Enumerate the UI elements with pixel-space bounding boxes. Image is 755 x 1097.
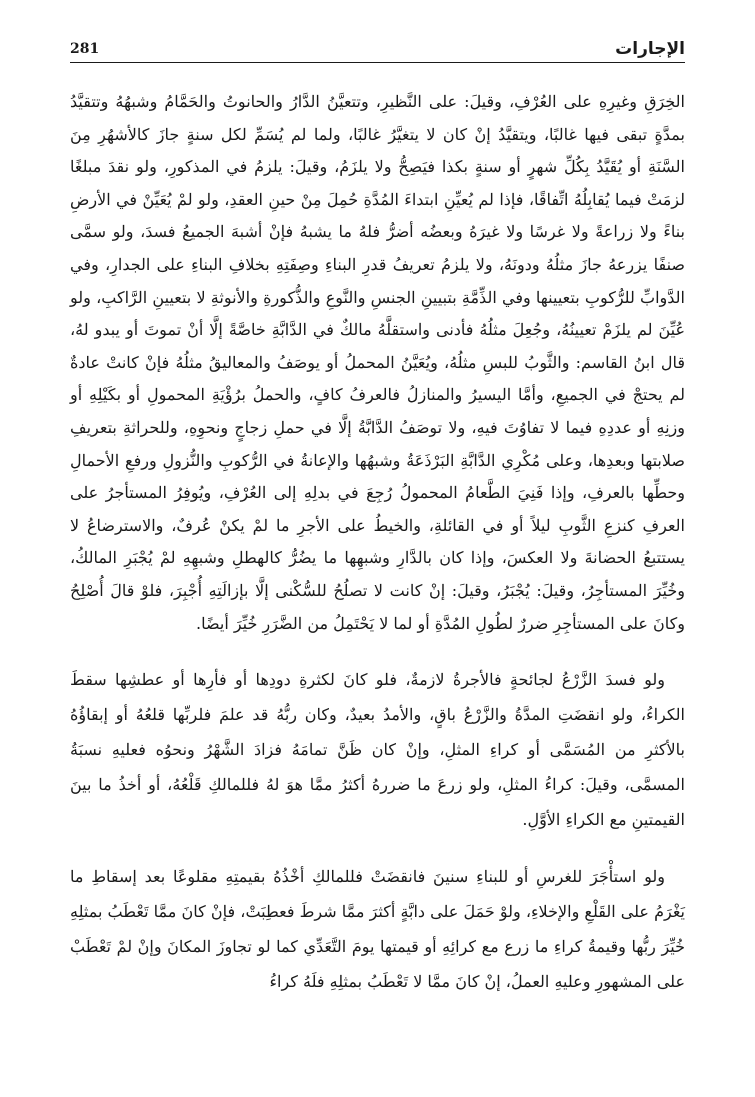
book-page xyxy=(70,34,685,1074)
paragraph-2: ولو فسدَ الزَّرْعُ لجائحةٍ فالأجرةُ لازمةٌ، فلو كانَ لكثرةِ دودِها أو فأرِها أو عطشِها سقطَ الكراءُ، ولو انقضَتِ المدَّةُ والزَّرْعُ باقٍ، والأمدُ بعيدٌ، وكان ربُّهُ قد علمَ فلربِّها قلعُهُ أو إبقاؤُهُ بالأكثرِ من المُسَمَّى أو كراءِ المثلِ، وإنْ كان ظَنَّ تمامَهُ فزادَ الشَّهْرُ ونحوُه فعليهِ نسبَةُ المسمَّى، وقيلَ: كراءُ المثلِ، ولو زرعَ ما ضررهُ أكثرُ ممَّا هوَ لهُ فللمالكِ قَلْعُهُ، أو أخذُ ما بينَ القيمتينِ مع الكراءِ الأوَّلِ. xyxy=(70,670,685,830)
page-header xyxy=(70,34,685,63)
body-text xyxy=(70,86,685,1021)
running-title: الإجارات xyxy=(615,39,685,59)
paragraph-1: الخِرَقِ وغيرِهِ على العُرْفِ، وقيلَ: على النَّظيرِ، وتتعيَّنُ الدَّارُ والحانوتُ والحَمَّامُ وشبهُهُ وتتقيَّدُ بمدَّةٍ تبقى فيها غالبًا، ويتقيَّدُ إنْ كان لا يتغيَّرُ غالبًا، ولما لم يُسَمِّ لكل سنةٍ جازَ كالأشهُرِ مِنَ السَّنَةِ أو يُقَيَّدُ بِكُلِّ شهرٍ أو سنةٍ بكذا فيَصِحُّ ولا يلزَمُ، وقيلَ: يلزمُ في المذكورِ، ولو نقدَ مبلغًا لزمَتْ فيما يُقابِلُهُ اتِّفاقًا، فإذا لم يُعيِّنِ ابتداءَ المُدَّةِ حُمِلَ مِنْ حينِ العقدِ، ولو لمْ يُعَيِّنْ في الأرضِ بناءً ولا زراعةً ولا غرسًا ولا غيرَهُ وبعضُه أضرُّ فلهُ ما يشبهُ فإنْ أشبهَ الجميعُ فسدَ، ولو سمَّى صنفًا يزرعهُ جازَ مثلُهُ ودونَهُ، ولا يلزمُ تعريفُ قدرِ البناءِ وصِفَتِهِ بخلافِ البناءِ على الجدارِ، وفي الدَّوابِّ للرُّكوبِ بتعيينها وفي الذِّمَّةِ بتبيينِ الجنسِ والنَّوعِ والذُّكورةِ والأنوثةِ لا بتعيينِ الرَّاكبِ، ولو عُيِّنَ لم يلزَمْ تعيينُهُ، وجُعِلَ مثلُهُ فأدنى واستقلَّهُ مالكٌ في الدَّابَّةِ خاصَّةً إلَّا أنْ تموتَ أو يبدو لهُ، قال ابنُ القاسم: والثَّوبُ للبسِ مثلُهُ، ويُعَيَّنُ المحملُ أو يوصَفُ والمعاليقُ مثلُهُ فإنْ كانتْ عادةٌ لم يحتجْ في الجميعِ، وأمَّا اليسيرُ والمنازلُ فالعرفُ كافٍ، والحملُ برُؤْيَةِ المحمولِ أو بكَيْلِهِ أو وزنِهِ أو عددِهِ فيما لا تفاوُتَ فيهِ، ولا توصَفُ الدَّابَّةُ إلَّا في حملِ زجاجٍ ونحوِهِ، وللحراثةِ بتعريفِ صلابتها وبعدِها، وعلى مُكْرِي الدَّابَّةِ البَرْذَعَةُ وشبهُها والإعانةُ في الرُّكوبِ والنُّزولِ ورفعِ الأحمالِ وحطِّها بالعرفِ، وإذا فَنِيَ الطَّعامُ المحمولُ رُجِعَ في بدلِهِ إلى العُرْفِ، ويُوفِرُ المستأجرُ على العرفِ كنزعِ الثَّوبِ ليلاً أو في القائلةِ، والخيطُ على الأجرِ ما لمْ يكنْ عُرفٌ، والاسترضاعُ لا يستتبعُ الحضانةَ ولا العكسَ، وإذا كان بالدَّارِ وشبهِها ما يضُرُّ كالهطلِ وشبهِهِ لمْ يُجْبَرِ المالكُ، وخُيِّرَ المستأجِرُ، وقيلَ: يُجْبَرُ، وقيلَ: إنْ كانت لا تصلُحُ للسُّكْنى إلَّا بإزالَتِهِ أُجْبِرَ، فلوْ قالَ أُصْلِحُ وكانَ على المستأجِرِ ضررٌ لطُولِ المُدَّةِ أو لما لا يَحْتَمِلُ من الضَّرَرِ خُيِّرَ أيضًا. xyxy=(70,92,686,633)
paragraph-3: ولو استأْجَرَ للغرسِ أو للبناءِ سنينَ فانقضَتْ فللمالكِ أخْذُهُ بقيمتِهِ مقلوعًا بعد إسقاطِ ما يَغْرَمُ على القَلْعِ والإخلاءِ، ولوْ حَمَلَ على دابَّةٍ أكثرَ ممَّا شرطَ فعطِبَتْ، فإنْ كانَ ممَّا تَعْطَبُ بمثلِهِ خُيِّرَ ربُّها وقيمةُ كراءِ ما زرع مع كرائِهِ أو قيمتها يومَ التَّعَدِّي كما لو تجاوزَ المكانَ وإنْ لمْ تَعْطَبْ على المشهورِ وعليهِ العملُ، إنْ كانَ ممَّا لا تَعْطَبُ بمثلِهِ فلَهُ كراءُ xyxy=(70,867,685,992)
page-number: 281 xyxy=(70,41,100,57)
